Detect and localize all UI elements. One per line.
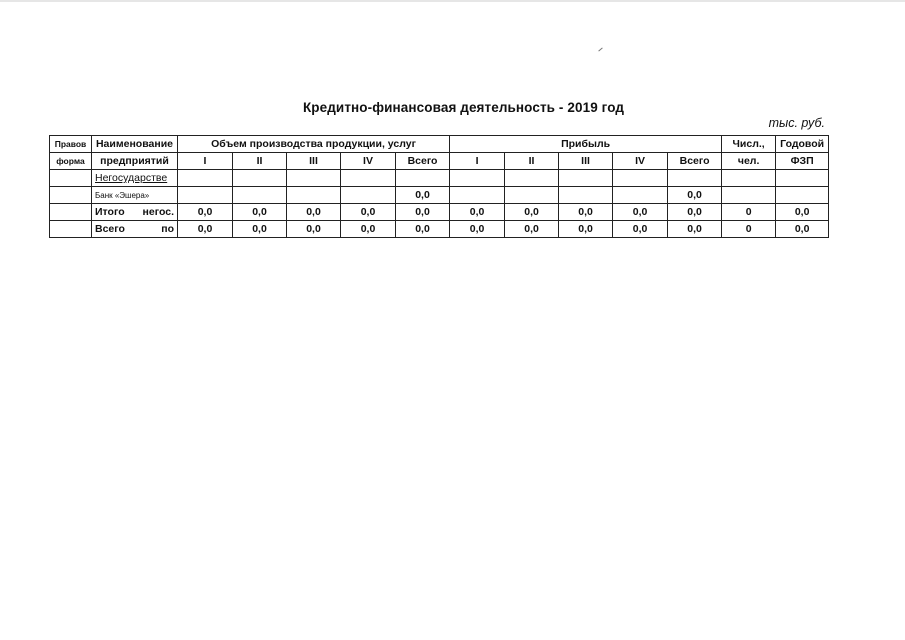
header-row-bottom (50, 153, 829, 170)
cell-enterprise-name (92, 221, 178, 238)
cell-volume-4: 0,0 (341, 204, 396, 221)
cell-employees (722, 187, 776, 204)
cell-volume-3: 0,0 (287, 221, 341, 238)
enterprise-name-start: Всего (95, 223, 125, 235)
cell-legal-form (50, 221, 92, 238)
col-vol-q2: II (233, 153, 287, 170)
cell-volume-5: 0,0 (396, 187, 450, 204)
cell-employees: 0 (722, 204, 776, 221)
cell-profit-2: 0,0 (505, 221, 559, 238)
cell-volume-1: 0,0 (178, 204, 233, 221)
col-legal-form-bottom: форма (50, 153, 92, 170)
table-row (50, 221, 829, 238)
cell-enterprise-name (92, 204, 178, 221)
cell-volume-4: 0,0 (341, 221, 396, 238)
cell-profit-5: 0,0 (668, 221, 722, 238)
cell-volume-4 (341, 170, 396, 187)
col-profit-q2: II (505, 153, 559, 170)
col-volume-group: Объем производства продукции, услуг (178, 136, 450, 153)
header-row-top (50, 136, 829, 153)
cell-employees (722, 170, 776, 187)
units-label: тыс. руб. (768, 116, 825, 130)
cell-legal-form (50, 204, 92, 221)
cell-profit-3 (559, 170, 613, 187)
cell-payroll: 0,0 (776, 221, 829, 238)
col-vol-total: Всего (396, 153, 450, 170)
table-row (50, 204, 829, 221)
col-vol-q1: I (178, 153, 233, 170)
col-employees-bottom: чел. (722, 153, 776, 170)
cell-volume-3 (287, 187, 341, 204)
cell-payroll: 0,0 (776, 204, 829, 221)
cell-enterprise-name: Негосударстве (92, 170, 178, 187)
enterprise-name-text (95, 206, 174, 218)
cell-profit-4: 0,0 (613, 204, 668, 221)
cell-volume-4 (341, 187, 396, 204)
table-body (50, 170, 829, 238)
cell-payroll (776, 187, 829, 204)
document-title: Кредитно-финансовая деятельность - 2019 год (302, 100, 625, 115)
col-payroll-bottom: ФЗП (776, 153, 829, 170)
cell-profit-2 (505, 187, 559, 204)
col-legal-form-top: Правов (50, 136, 92, 153)
col-profit-q4: IV (613, 153, 668, 170)
cell-profit-5: 0,0 (668, 204, 722, 221)
col-vol-q3: III (287, 153, 341, 170)
cell-profit-3: 0,0 (559, 204, 613, 221)
cell-volume-1: 0,0 (178, 221, 233, 238)
cell-profit-2 (505, 170, 559, 187)
col-profit-q1: I (450, 153, 505, 170)
cell-profit-1 (450, 170, 505, 187)
cell-volume-5 (396, 170, 450, 187)
cell-profit-4: 0,0 (613, 221, 668, 238)
cell-volume-5: 0,0 (396, 204, 450, 221)
cell-volume-5: 0,0 (396, 221, 450, 238)
col-profit-total: Всего (668, 153, 722, 170)
enterprise-name-text (95, 223, 174, 235)
cell-volume-2 (233, 170, 287, 187)
col-payroll-top: Годовой (776, 136, 829, 153)
pen-mark (598, 48, 602, 52)
cell-volume-2: 0,0 (233, 221, 287, 238)
col-name-bottom: предприятий (92, 153, 178, 170)
col-profit-q3: III (559, 153, 613, 170)
col-employees-top: Числ., (722, 136, 776, 153)
col-vol-q4: IV (341, 153, 396, 170)
cell-payroll (776, 170, 829, 187)
cell-profit-1: 0,0 (450, 221, 505, 238)
cell-volume-1 (178, 187, 233, 204)
cell-profit-1: 0,0 (450, 204, 505, 221)
cell-profit-4 (613, 170, 668, 187)
cell-enterprise-name: Банк «Эшера» (92, 187, 178, 204)
cell-volume-1 (178, 170, 233, 187)
report-table (49, 135, 829, 238)
cell-profit-5: 0,0 (668, 187, 722, 204)
cell-profit-5 (668, 170, 722, 187)
col-name-top: Наименование (92, 136, 178, 153)
cell-profit-1 (450, 187, 505, 204)
enterprise-name-end: по (161, 223, 174, 235)
col-profit-group: Прибыль (450, 136, 722, 153)
enterprise-name-start: Итого (95, 206, 125, 218)
table-row (50, 170, 829, 187)
cell-volume-3: 0,0 (287, 204, 341, 221)
cell-volume-2 (233, 187, 287, 204)
table-row (50, 187, 829, 204)
cell-legal-form (50, 187, 92, 204)
cell-volume-3 (287, 170, 341, 187)
cell-profit-3: 0,0 (559, 221, 613, 238)
scan-edge (0, 0, 905, 2)
cell-volume-2: 0,0 (233, 204, 287, 221)
cell-profit-3 (559, 187, 613, 204)
cell-legal-form (50, 170, 92, 187)
cell-employees: 0 (722, 221, 776, 238)
cell-profit-4 (613, 187, 668, 204)
cell-profit-2: 0,0 (505, 204, 559, 221)
enterprise-name-end: негос. (142, 206, 174, 218)
